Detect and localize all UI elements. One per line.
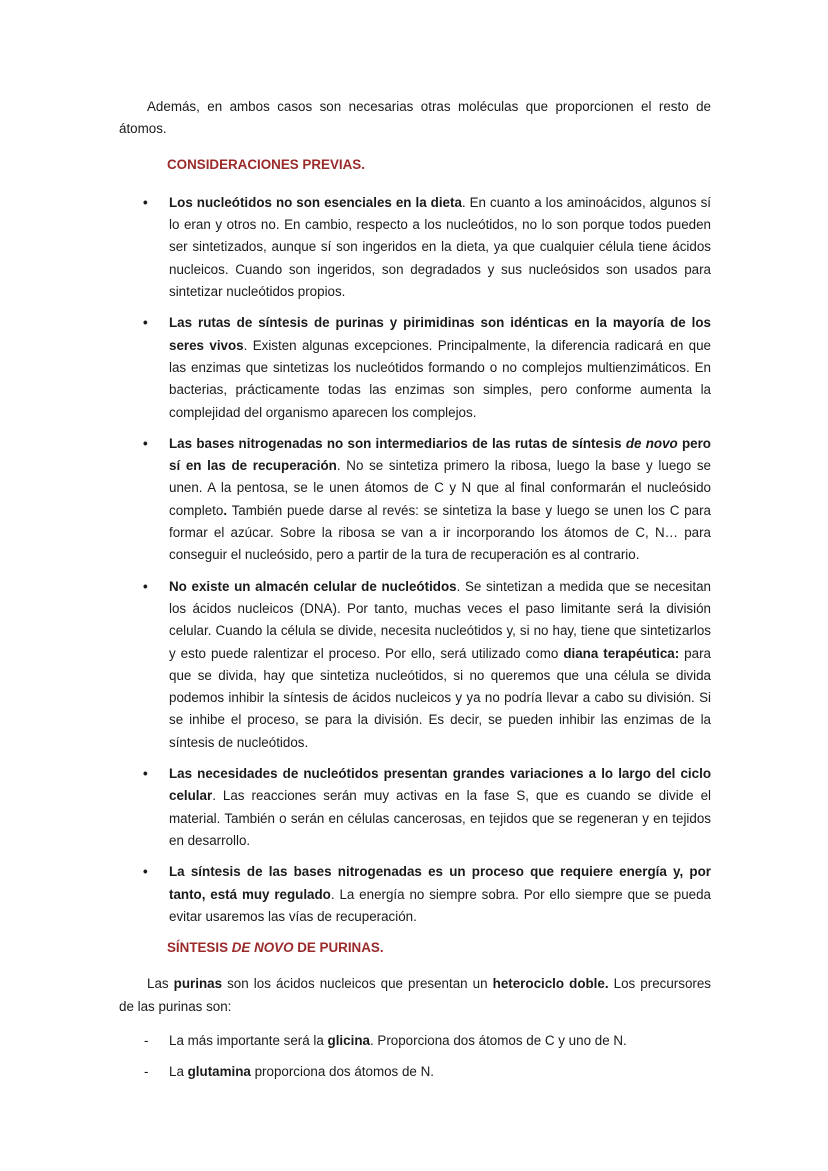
item-text: . Las reacciones serán muy activas en la fase S, que es cuando se divide el material. También o serán en células cancerosas, en tejidos que se regeneran y en tejidos en desarrollo. [169,788,711,848]
list-item [119,763,711,852]
item-bold-text: Las rutas de síntesis de purinas y pirimidinas son idénticas en la mayoría de los seres vivos [169,315,711,353]
list-item [119,192,711,303]
section-heading-sintesis [167,937,711,959]
document-page [119,96,711,1093]
item-bold-dot: . [223,502,228,518]
item-bold-text: diana terapéutica: [563,645,680,661]
dash-icon: - [144,1064,149,1080]
list-item [119,576,711,754]
item-text: La más importante será la [169,1032,328,1048]
para-bold-text: purinas [173,976,223,992]
bullet-icon: • [143,766,148,782]
item-text: La [169,1064,188,1080]
bullet-icon: • [143,578,148,594]
item-bold-text: pero sí en las de recuperación [169,435,711,474]
item-text: . En cuanto a los aminoácidos, algunos sí lo eran y otros no. En cambio, respecto a los nucleótidos, no lo son porque todos pueden ser sintetizados, aunque sí son ingeridos en la dieta, ya que cualquier célula tiene ácidos nucleicos. Cuando son ingeridos, son degradados y sus nucleósidos son usados para sintetizar nucleótidos propios. [169,194,711,300]
bullet-icon: • [143,194,148,210]
bullet-icon: • [143,435,148,451]
considerations-list [119,192,711,928]
item-bold-text: No existe un almacén celular de nucleótidos [169,578,457,594]
purinas-paragraph [119,973,711,1018]
item-text: . Existen algunas excepciones. Principalmente, la diferencia radicará en que las enzimas que sintetizas los nucleótidos formando o no complejos multienzimáticos. En bacterias, prácticamente todas las enzimas son simples, pero conforme aumenta la complejidad del organismo aparecen los complejos. [169,337,711,420]
para-text: Las [147,976,174,992]
item-text: proporciona dos átomos de N. [250,1064,434,1080]
item-text: También puede darse al revés: se sintetiza la base y luego se unen los C para formar el azúcar. Sobre la ribosa se van a ir incorporando los átomos de C, N… para conseguir el nucleósido, pero a partir de la tura de recuperación es al contrario. [169,502,711,563]
item-text: . Se sintetizan a medida que se necesitan los ácidos nucleicos (DNA). Por tanto, muchas veces el paso limitante será la división celular. Cuando la célula se divide, necesita nucleótidos y, si no hay, tiene que sintetizarlos y esto puede ralentizar el proceso. Por ello, será utilizado como [169,578,711,661]
bullet-icon: • [143,315,148,331]
intro-paragraph: Además, en ambos casos son necesarias otras moléculas que proporcionen el resto de átomos. [119,99,711,137]
para-bold-text: heterociclo doble. [492,976,609,992]
heading-italic-text: DE NOVO [231,940,294,956]
dash-icon: - [144,1032,149,1048]
para-text: son los ácidos nucleicos que presentan un [222,976,493,992]
para-text: Los precursores de las purinas son: [119,976,712,1014]
item-bold-text: Los nucleótidos no son esenciales en la dieta [169,194,462,210]
item-bold-text: Las bases nitrogenadas no son intermediarios de las rutas de síntesis [169,435,626,451]
item-text: . No se sintetiza primero la ribosa, luego la base y luego se unen. A la pentosa, se le unen átomos de C y N que al final conformarán el nucleósido completo [169,458,712,518]
list-item [119,861,711,928]
item-bold-italic-text: de novo [625,435,678,451]
precursors-list [119,1030,711,1084]
list-item [119,1061,711,1083]
heading-text: SÍNTESIS [167,940,232,956]
item-bold-text: La síntesis de las bases nitrogenadas es un proceso que requiere energía y, por tanto, está muy regulado [169,864,711,902]
heading-text: DE PURINAS. [293,940,384,956]
bullet-icon: • [143,864,148,880]
item-text: para que se divida, hay que sintetiza nucleótidos, si no queremos que una célula se divida podemos inhibir la síntesis de ácidos nucleicos y ya no podría llevar a cabo su división. Si se inhibe el proceso, se para la división. Es decir, se pueden inhibir las enzimas de la síntesis de nucleótidos. [169,645,711,750]
item-text: . Proporciona dos átomos de C y uno de N. [369,1032,627,1048]
list-item [119,1030,711,1052]
list-item [119,433,711,567]
item-text: . La energía no siempre sobra. Por ello siempre que se pueda evitar usaremos las vías de recuperación. [169,886,711,924]
item-bold-text: Las necesidades de nucleótidos presentan grandes variaciones a lo largo del ciclo celular [169,766,711,804]
list-item [119,312,711,423]
item-bold-text: glutamina [187,1064,251,1080]
item-bold-text: glicina [327,1032,370,1048]
section-heading-consideraciones: CONSIDERACIONES PREVIAS. [167,156,365,172]
